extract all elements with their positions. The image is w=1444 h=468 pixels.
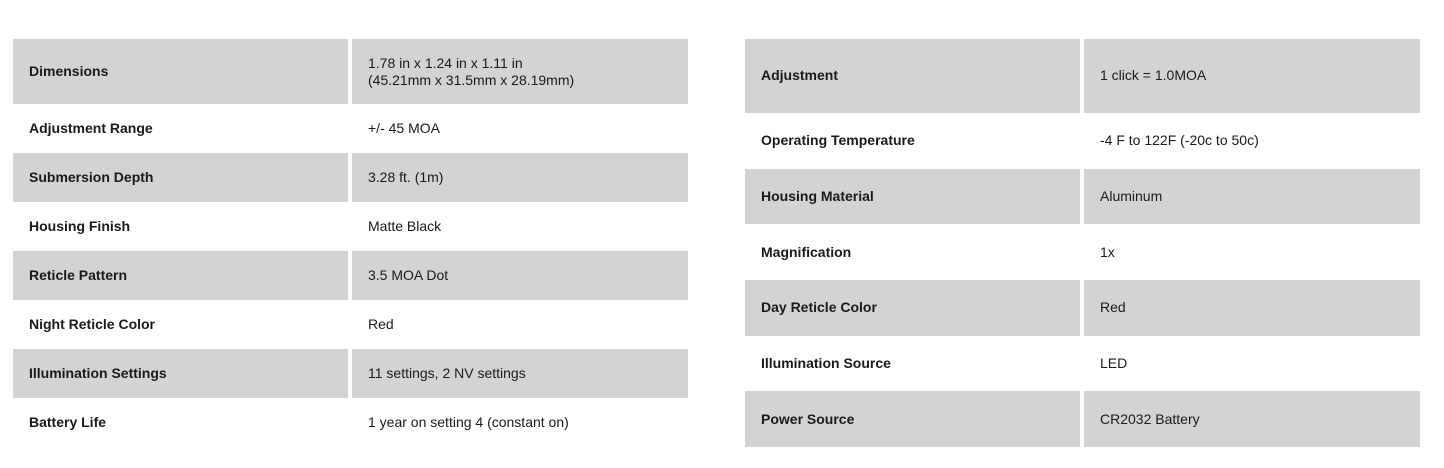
spec-label: Housing Material bbox=[745, 169, 1080, 225]
spec-value: 11 settings, 2 NV settings bbox=[352, 349, 688, 398]
spec-label: Magnification bbox=[761, 243, 852, 260]
spec-value: CR2032 Battery bbox=[1084, 391, 1420, 447]
spec-tables bbox=[13, 39, 1420, 447]
spec-label: Adjustment bbox=[745, 39, 1080, 113]
spec-label: Illumination Source bbox=[761, 354, 891, 371]
spec-value: 3.5 MOA Dot bbox=[352, 251, 688, 300]
spec-value: Matte Black bbox=[368, 218, 442, 234]
spec-row-illumination-settings bbox=[13, 349, 688, 398]
spec-value: 1 year on setting 4 (constant on) bbox=[368, 414, 569, 430]
spec-row-day-reticle-color bbox=[745, 280, 1420, 336]
spec-label: Submersion Depth bbox=[13, 153, 348, 202]
spec-label: Adjustment Range bbox=[29, 120, 153, 136]
spec-label: Power Source bbox=[745, 391, 1080, 447]
spec-row-housing-finish bbox=[13, 202, 688, 251]
spec-value: 3.28 ft. (1m) bbox=[352, 153, 688, 202]
spec-label: Dimensions bbox=[13, 39, 348, 104]
spec-row-housing-material bbox=[745, 169, 1420, 225]
spec-label: Night Reticle Color bbox=[29, 316, 156, 332]
spec-row-operating-temperature bbox=[745, 113, 1420, 169]
spec-row-adjustment-range bbox=[13, 104, 688, 153]
spec-row-illumination-source bbox=[745, 336, 1420, 392]
spec-row-submersion-depth bbox=[13, 153, 688, 202]
spec-row-dimensions bbox=[13, 39, 688, 104]
spec-value: Red bbox=[368, 316, 394, 332]
spec-table-left bbox=[9, 39, 692, 447]
spec-value: 1 click = 1.0MOA bbox=[1084, 39, 1420, 113]
spec-table-right bbox=[741, 39, 1424, 447]
spec-label: Reticle Pattern bbox=[13, 251, 348, 300]
spec-value: +/- 45 MOA bbox=[368, 120, 440, 136]
spec-row-night-reticle-color bbox=[13, 300, 688, 349]
spec-label: Day Reticle Color bbox=[745, 280, 1080, 336]
spec-row-power-source bbox=[745, 391, 1420, 447]
spec-value: 1x bbox=[1100, 243, 1115, 260]
spec-row-reticle-pattern bbox=[13, 251, 688, 300]
spec-row-battery-life bbox=[13, 398, 688, 447]
spec-label: Housing Finish bbox=[29, 218, 131, 234]
spec-value: LED bbox=[1100, 354, 1128, 371]
spec-label: Illumination Settings bbox=[13, 349, 348, 398]
spec-value: Red bbox=[1084, 280, 1420, 336]
spec-label: Battery Life bbox=[29, 414, 107, 430]
spec-row-adjustment bbox=[745, 39, 1420, 113]
spec-value: Aluminum bbox=[1084, 169, 1420, 225]
spec-row-magnification bbox=[745, 224, 1420, 280]
spec-label: Operating Temperature bbox=[761, 132, 915, 149]
spec-value: -4 F to 122F (-20c to 50c) bbox=[1100, 132, 1259, 149]
spec-value: 1.78 in x 1.24 in x 1.11 in (45.21mm x 31.5mm x 28.19mm) bbox=[352, 39, 688, 104]
